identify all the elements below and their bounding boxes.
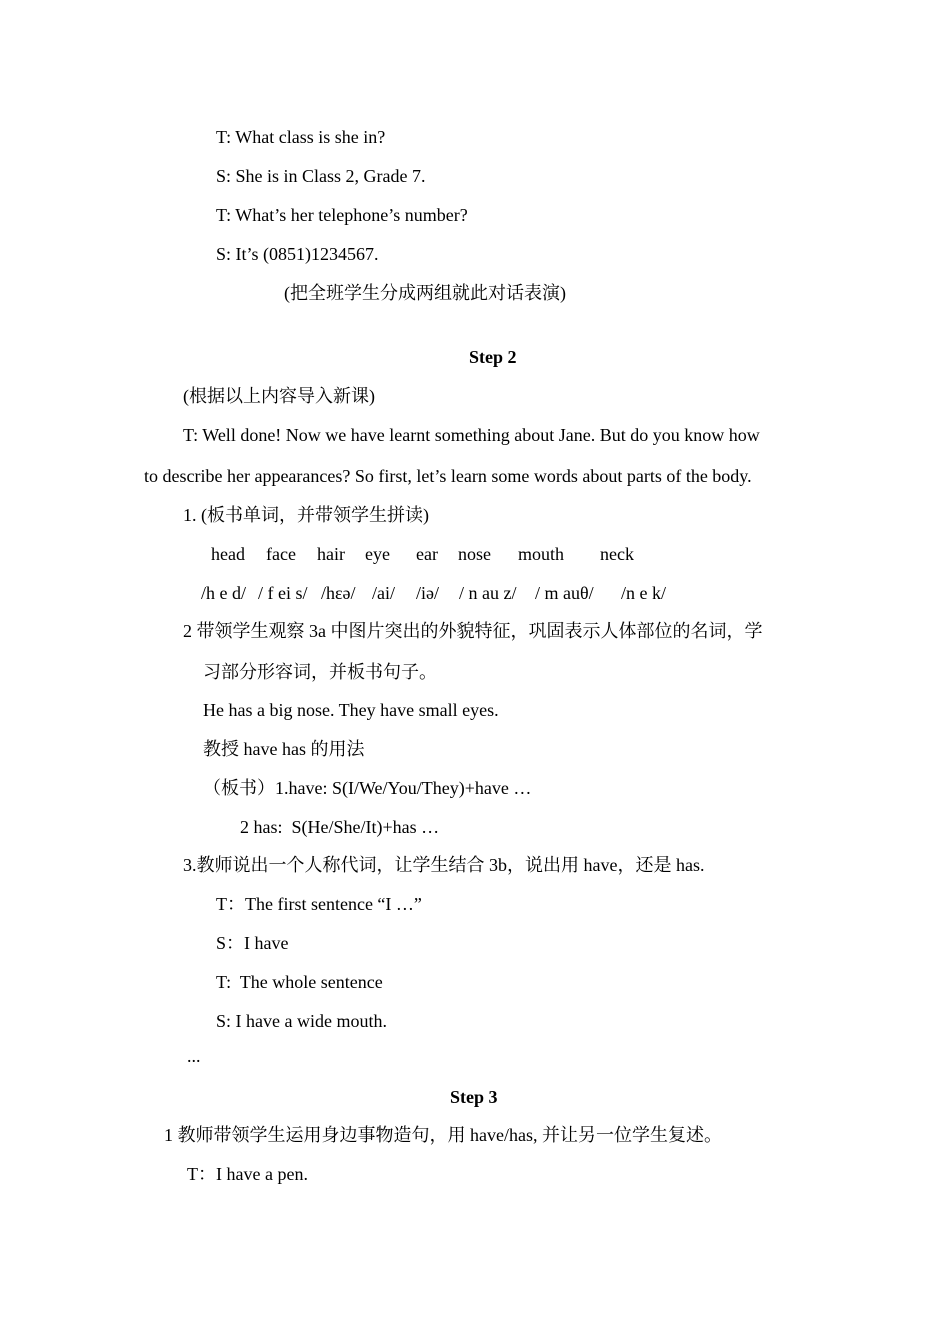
step2-item-1: 1. (板书单词，并带领学生拼读) xyxy=(183,505,429,525)
word-ear: ear xyxy=(416,544,438,564)
word-hair: hair xyxy=(317,544,345,564)
dialogue-line-s-class: S: She is in Class 2, Grade 7. xyxy=(216,166,426,186)
example-sentence: He has a big nose. They have small eyes. xyxy=(203,700,499,720)
phonetic-mouth: / m auθ/ xyxy=(535,583,594,603)
dialogue3-s-whole: S: I have a wide mouth. xyxy=(216,1011,387,1031)
word-mouth: mouth xyxy=(518,544,565,564)
dialogue-line-t-phone: T: What’s her telephone’s number? xyxy=(216,205,468,225)
ellipsis: ... xyxy=(187,1046,201,1066)
step3-heading: Step 3 xyxy=(450,1087,498,1107)
dialogue3-t-first: T：The first sentence “I …” xyxy=(216,894,422,914)
dialogue3-t-whole: T: The whole sentence xyxy=(216,972,383,992)
phonetic-head: /h e d/ xyxy=(201,583,246,603)
word-head: head xyxy=(211,544,245,564)
step2-item-2-line-1: 2 带领学生观察 3a 中图片突出的外貌特征，巩固表示人体部位的名词，学 xyxy=(183,621,763,641)
step2-teacher-line-1: T: Well done! Now we have learnt something about Jane. But do you know how xyxy=(183,425,760,445)
dialogue-line-s-phone: S: It’s (0851)1234567. xyxy=(216,244,379,264)
word-face: face xyxy=(266,544,296,564)
step2-item-2-line-2: 习部分形容词，并板书句子。 xyxy=(203,662,437,682)
phonetic-nose: / n au z/ xyxy=(459,583,517,603)
word-nose: nose xyxy=(458,544,491,564)
dialogue-note: (把全班学生分成两组就此对话表演) xyxy=(284,283,566,303)
step2-teacher-line-2: to describe her appearances? So first, let’s learn some words about parts of the body. xyxy=(144,466,752,486)
step2-intro-note: (根据以上内容导入新课) xyxy=(183,386,375,406)
phonetic-neck: /n e k/ xyxy=(621,583,666,603)
phonetic-eye: /ai/ xyxy=(372,583,395,603)
word-neck: neck xyxy=(600,544,634,564)
step2-item-3: 3.教师说出一个人称代词，让学生结合 3b，说出用 have，还是 has. xyxy=(183,855,705,875)
dialogue-line-t-class: T: What class is she in? xyxy=(216,127,386,147)
step3-item-1: 1 教师带领学生运用身边事物造句，用 have/has, 并让另一位学生复述。 xyxy=(164,1125,722,1145)
step2-heading: Step 2 xyxy=(469,347,517,367)
step3-teacher-line: T：I have a pen. xyxy=(187,1164,308,1184)
board-have-rule: （板书）1.have: S(I/We/You/They)+have … xyxy=(203,778,532,798)
dialogue3-s-first: S：I have xyxy=(216,933,289,953)
board-has-rule: 2 has: S(He/She/It)+has … xyxy=(240,817,440,837)
phonetic-ear: /iə/ xyxy=(416,583,439,603)
teach-usage: 教授 have has 的用法 xyxy=(203,739,365,759)
phonetic-hair: /hɛə/ xyxy=(321,583,356,603)
word-eye: eye xyxy=(365,544,390,564)
phonetic-face: / f ei s/ xyxy=(258,583,308,603)
